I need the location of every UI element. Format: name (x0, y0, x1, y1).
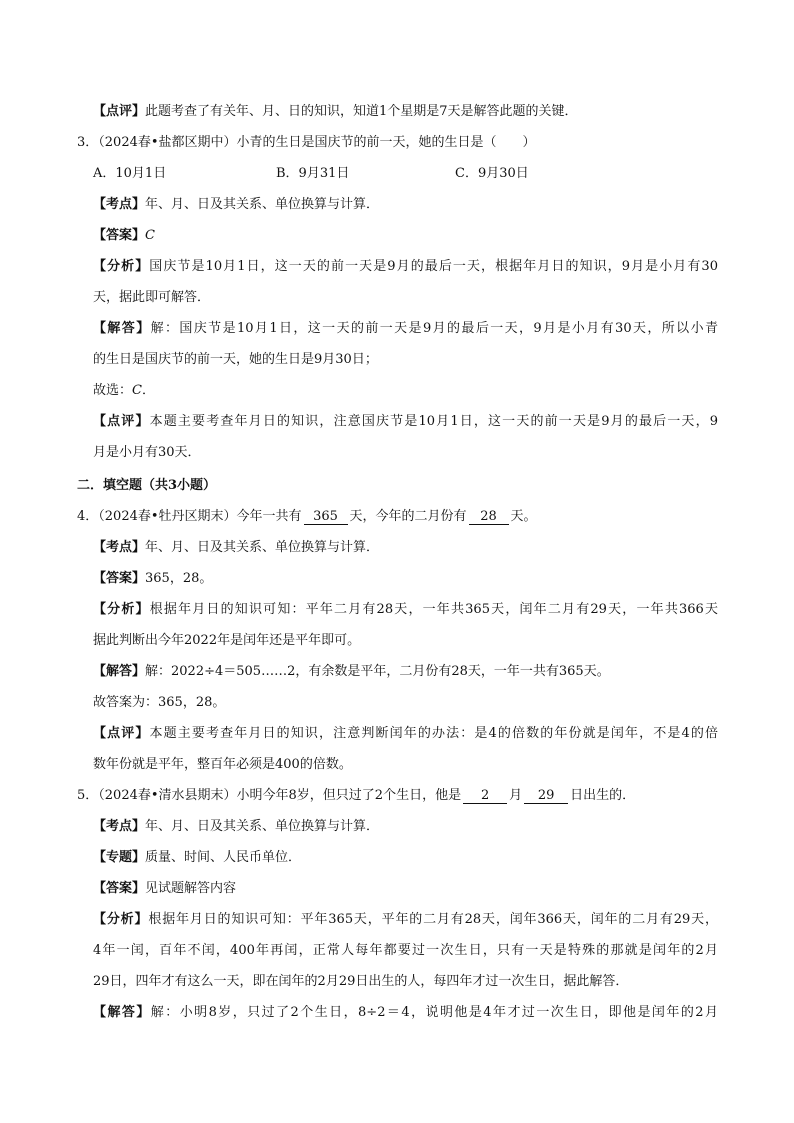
top-comment (93, 102, 794, 122)
dianping-text: 本题主要考查年月日的知识，注意国庆节是10月1日，这一天的前一天是9月的最后一天，9 (149, 414, 718, 429)
q4-dianping-line-2: 数年份就是平年，整百年必须是400的倍数。 (93, 757, 352, 772)
q4-stem-c: 天。 (510, 509, 537, 524)
q3-option-c: C．9月30日 (455, 166, 529, 181)
guxuan-prefix: 故选： (93, 383, 133, 398)
jieda-text: 解：小明8岁，只过了2个生日，8÷2＝4，说明他是4年才过一次生日，即他是闰年的2月 (150, 1005, 718, 1020)
q4-fenxi-line-1 (93, 600, 718, 620)
jieda-text: 解：国庆节是10月1日，这一天的前一天是9月的最后一天，9月是小月有30天，所以小青 (150, 321, 718, 336)
q3-stem: 3．（2024春•盐都区期中）小青的生日是国庆节的前一天，她的生日是（ ） (77, 135, 536, 150)
tag-daan: 【答案】 (93, 228, 146, 243)
q3-fenxi-line-1 (93, 257, 718, 277)
q5-stem-c: 日出生的． (570, 788, 636, 803)
guxuan-answer: C (132, 383, 142, 398)
kaodian-text: 年、月、日及其关系、单位换算与计算． (145, 540, 380, 555)
q3-dianping-line-2: 月是小月有30天． (93, 445, 201, 460)
dianping-text: 本题主要考查年月日的知识，注意判断闰年的办法：是4的倍数的年份就是闰年，不是4的倍 (149, 726, 718, 741)
q3-kaodian (93, 195, 794, 215)
q5-stem-b: 月 (509, 788, 523, 803)
q3-options (93, 164, 794, 184)
tag-kaodian: 【考点】 (93, 540, 146, 555)
tag-jieda: 【解答】 (93, 664, 146, 679)
tag-dianping: 【点评】 (93, 414, 150, 429)
fenxi-text: 根据年月日的知识可知：平年二月有28天，一年共365天，闰年二月有29天，一年共366天 (149, 602, 718, 617)
q3-jieda-line-2: 的生日是国庆节的前一天，她的生日是9月30日； (93, 352, 378, 367)
q4-stem (77, 507, 794, 527)
q4-kaodian (93, 538, 794, 558)
tag-dianping: 【点评】 (93, 726, 150, 741)
q4-jieda (93, 662, 794, 682)
q5-answer (93, 879, 794, 899)
q5-stem (77, 786, 794, 806)
q3-fenxi-line-2: 天，据此即可解答． (93, 290, 211, 305)
q5-stem-a: 5．（2024春•清水县期末）小明今年8岁，但只过了2个生日，他是 (77, 788, 462, 803)
fenxi-text: 国庆节是10月1日，这一天的前一天是9月的最后一天，根据年月日的知识，9月是小月有30 (149, 259, 718, 274)
q5-kaodian (93, 817, 794, 837)
q3-jieda-line-1 (93, 319, 718, 339)
tag-kaodian: 【考点】 (93, 819, 146, 834)
q3-option-b: B．9月31日 (276, 166, 350, 181)
q3-guxuan (93, 381, 794, 401)
tag-daan: 【答案】 (93, 571, 146, 586)
tag-kaodian: 【考点】 (93, 197, 146, 212)
comment-text: 此题考查了有关年、月、日的知识，知道1个星期是7天是解答此题的关键． (145, 104, 578, 119)
kaodian-text: 年、月、日及其关系、单位换算与计算． (145, 819, 380, 834)
q3-option-a: A．10月1日 (93, 166, 167, 181)
section-heading: 二．填空题（共3小题） (77, 478, 217, 493)
tag-daan: 【答案】 (93, 881, 146, 896)
q4-stem-a: 4．（2024春•牡丹区期末）今年一共有 (77, 509, 302, 524)
q5-fenxi-line-3: 29日，四年才有这么一天，即在闰年的2月29日出生的人，每四年才过一次生日，据此解答． (93, 974, 629, 989)
q4-guda: 故答案为：365，28。 (93, 695, 226, 710)
tag-zhuanti: 【专题】 (93, 850, 146, 865)
answer-text: C (145, 228, 155, 243)
guxuan-suffix: ． (141, 383, 155, 398)
q5-zhuanti (93, 848, 794, 868)
q4-blank-1: 365 (304, 509, 348, 525)
q4-fenxi-line-2: 据此判断出今年2022年是闰年还是平年即可。 (93, 633, 361, 648)
answer-text: 365，28。 (145, 571, 213, 586)
q5-blank-1: 2 (463, 788, 507, 804)
q4-blank-2: 28 (469, 509, 509, 525)
tag-dianping: 【点评】 (93, 104, 146, 119)
fenxi-text: 根据年月日的知识可知：平年365天，平年的二月有28天，闰年366天，闰年的二月有29天， (148, 912, 718, 927)
answer-text: 见试题解答内容 (145, 881, 237, 896)
q5-jieda-line-1 (93, 1003, 718, 1023)
tag-fenxi: 【分析】 (93, 912, 149, 927)
q5-blank-2: 29 (524, 788, 568, 804)
jieda-text: 解：2022÷4＝505……2，有余数是平年，二月份有28天，一年一共有365天。 (145, 664, 610, 679)
q4-answer (93, 569, 794, 589)
kaodian-text: 年、月、日及其关系、单位换算与计算． (145, 197, 380, 212)
tag-jieda: 【解答】 (93, 1005, 151, 1020)
q3-dianping-line-1 (93, 412, 718, 432)
q4-stem-b: 天，今年的二月份有 (349, 509, 467, 524)
q5-fenxi-line-2: 4年一闰，百年不闰，400年再闰，正常人每年都要过一次生日，只有一天是特殊的那就是闰年的2月 (93, 943, 718, 958)
tag-fenxi: 【分析】 (93, 259, 150, 274)
q3-answer (93, 226, 794, 246)
tag-fenxi: 【分析】 (93, 602, 150, 617)
q4-dianping-line-1 (93, 724, 718, 744)
zhuanti-text: 质量、时间、人民币单位． (145, 850, 302, 865)
q5-fenxi-line-1 (93, 910, 718, 930)
tag-jieda: 【解答】 (93, 321, 151, 336)
